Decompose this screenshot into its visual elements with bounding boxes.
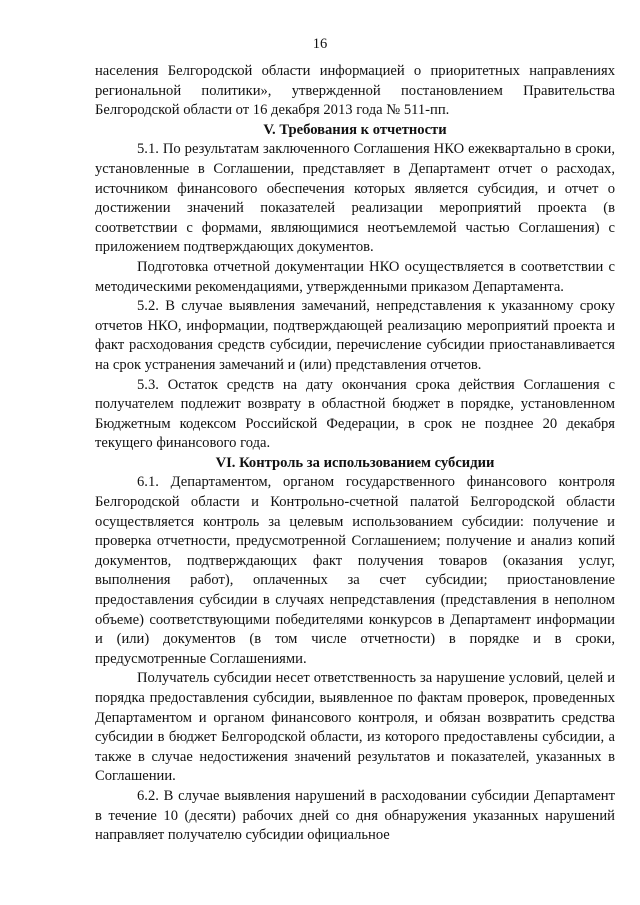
page-number: 16 — [312, 36, 328, 52]
intro-paragraph: населения Белгородской области информацией о приоритетных направлениях региональной политики», утвержденной постановлением Правительства Белгородской области от 16 декабря 2013 года № 511-пп. — [95, 63, 615, 119]
paragraph-5-1: 5.1. По результатам заключенного Соглашения НКО ежеквартально в сроки, установленные в Соглашении, представляет в Департамент отчет о расходах, источником финансового обеспечения которых является субсидия, и отчет о достижении значений показателей реализации мероприятий проекта (в соответствии с формами, являющимися неотъемлемой частью Соглашения) с приложением подтверждающих документов. — [95, 141, 615, 256]
paragraph-5-3: 5.3. Остаток средств на дату окончания срока действия Соглашения с получателем подлежит возврату в областной бюджет в порядке, установленном Бюджетным кодексом Российской Федерации, в срок не позднее 20 декабря текущего финансового года. — [95, 376, 615, 452]
paragraph-6-1: 6.1. Департаментом, органом государственного финансового контроля Белгородской области и Контрольно-счетной палатой Белгородской области осуществляется контроль за целевым использованием субсидии: получение и проверка отчетности, предусмотренной Соглашением; получение и анализ копий документов, подтверждающих факт получения товаров (оказания услуг, выполнения работ), оплаченных за счет субсидии; приостановление предоставления субсидии в случаях непредставления (представления в неполном объеме) соответствующими победителями конкурсов в Департамент информации и (или) документов (в том числе отчетности) в порядке и в сроки, предусмотренные Соглашениями. — [95, 474, 615, 667]
paragraph-5-2: 5.2. В случае выявления замечаний, непредставления к указанному сроку отчетов НКО, информации, подтверждающей реализацию мероприятий проекта и факт расходования средств субсидии, перечисление субсидии приостанавливается на срок устранения замечаний и (или) представления отчетов. — [95, 298, 615, 373]
section-5-heading: V. Требования к отчетности — [263, 121, 447, 138]
document-body — [95, 62, 615, 846]
section-6-heading: VI. Контроль за использованием субсидии — [215, 454, 495, 471]
paragraph-6-1-responsibility: Получатель субсидии несет ответственность за нарушение условий, целей и порядка предоставления субсидии, выявленное по фактам проверок, проведенных Департаментом и органом финансового контроля, и обязан возвратить средства субсидии в бюджет Белгородской области, из которого предоставлены субсидии, а также в случае недостижения значений результатов и показателей, указанных в Соглашении. — [95, 670, 615, 785]
paragraph-5-1-note: Подготовка отчетной документации НКО осуществляется в соответствии с методическими рекомендациями, утвержденными приказом Департамента. — [95, 258, 615, 295]
paragraph-6-2: 6.2. В случае выявления нарушений в расходовании субсидии Департамент в течение 10 (десяти) рабочих дней со дня обнаружения указанных нарушений направляет получателю субсидии официальное — [95, 787, 615, 844]
